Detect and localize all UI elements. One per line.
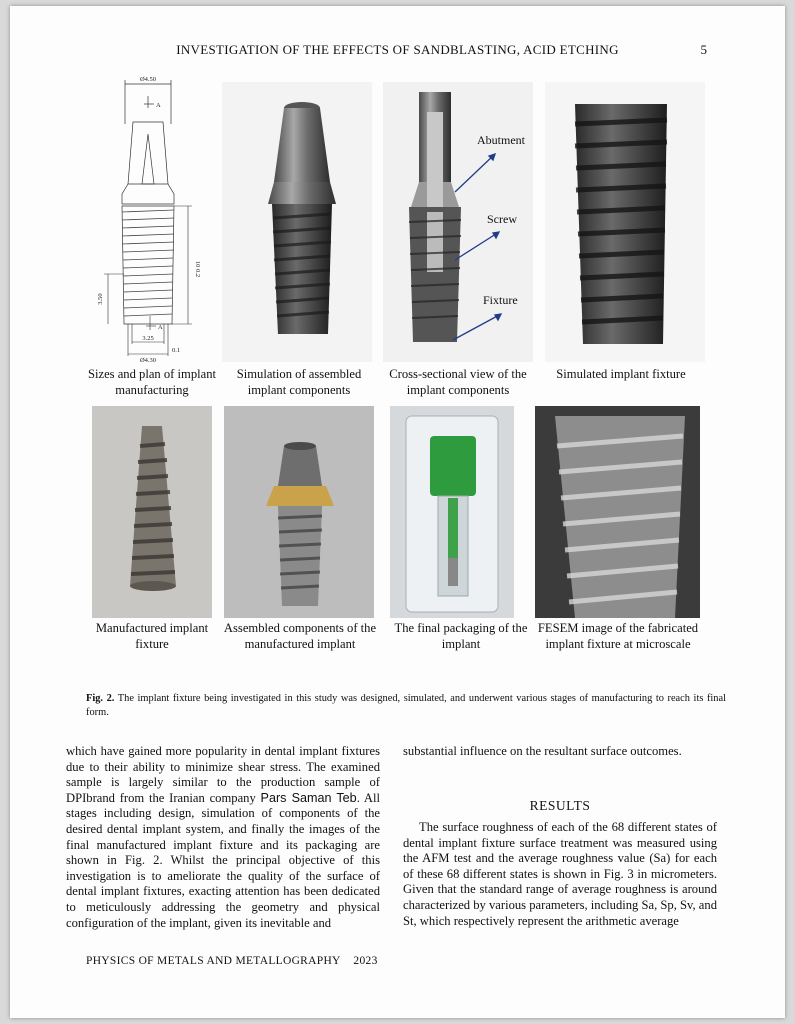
left-paragraph-part-1: which have gained more popularity in dental implant fixtures due to their ability to minimize shear stress. The examined sample is largely similar to the production sample of DPIbrand from the Iranian company: [66, 744, 380, 805]
journal-name: PHYSICS OF METALS AND METALLOGRAPHY: [86, 955, 341, 967]
manufactured-fixture-photo: [92, 406, 212, 618]
assembled-components-photo: [224, 406, 374, 618]
running-title: INVESTIGATION OF THE EFFECTS OF SANDBLASTING, ACID ETCHING: [176, 42, 619, 57]
dim-thread-length: 3.50: [97, 293, 104, 305]
page-number: 5: [700, 42, 707, 57]
label-abutment: Abutment: [477, 133, 525, 147]
cross-section-image: [383, 82, 533, 362]
right-paragraph-0: substantial influence on the resultant surface outcomes.: [403, 744, 682, 758]
caption-panel-7: The final packaging of the implant: [394, 621, 528, 651]
journal-year: 2023: [353, 955, 378, 967]
label-fixture: Fixture: [483, 293, 518, 307]
dim-bottom-a: 3.25: [142, 335, 154, 342]
caption-panel-5: Manufactured implant fixture: [95, 621, 209, 651]
company-name: Pars Saman Teb: [260, 790, 357, 805]
left-column: [66, 744, 380, 931]
figure-caption: [86, 692, 726, 720]
caption-panel-3: Cross-sectional view of the implant components: [389, 367, 527, 397]
simulated-fixture-image: [545, 82, 705, 362]
packaging-photo: [390, 406, 514, 618]
results-paragraph: The surface roughness of each of the 68 different states of dental implant fixture surface treatment was measured using the AFM test and the average roughness value (Sa) for each of these 68 different states is shown in Fig. 3 in micrometers. Given that the standard range of average roughness is around characterized by various parameters, including Sa, Sp, Sv, and St, which respectively represent the arithmetic average: [403, 820, 717, 928]
simulated-assembly-image: [222, 82, 372, 362]
right-column: [403, 744, 717, 760]
paper-page: [10, 6, 785, 1018]
left-paragraph-part-2: . All stages including design, simulation of components of the desired dental implant system, and finally the images of the final manufactured implant fixture and its packaging are shown in Fig. 2. Whilst the principal objective of this investigation is to ameliorate the quality of the surface of dental implant fixtures, exacting attention has been dedicated to meticulously addressing the geometry and physical configuration of the implant, given its inevitable and: [66, 790, 381, 930]
dim-bottom-b: Ø4.30: [139, 357, 157, 364]
caption-panel-1: Sizes and plan of implant manufacturing: [87, 367, 216, 397]
label-screw: Screw: [487, 212, 517, 226]
right-column-results: [403, 820, 717, 929]
dim-section-a: A: [156, 102, 161, 109]
fesem-image: [535, 406, 700, 618]
section-title-results: RESULTS: [529, 798, 591, 813]
caption-panel-8: FESEM image of the fabricated implant fixture at microscale: [537, 621, 699, 651]
figure-caption-text: The implant fixture being investigated in this study was designed, simulated, and underwent various stages of manufacturing to reach its final form.: [86, 693, 726, 718]
dim-tolerance: 0.1: [172, 347, 181, 354]
dim-section-a2: A: [158, 324, 163, 331]
caption-panel-4: Simulated implant fixture: [556, 367, 686, 381]
dim-top-width: Ø4.50: [139, 76, 157, 83]
dim-length: 10 0.2: [194, 260, 201, 278]
figure-caption-label: Fig. 2.: [86, 693, 115, 704]
caption-panel-2: Simulation of assembled implant components: [236, 367, 362, 397]
page-footer: [86, 955, 378, 967]
implant-technical-drawing: [88, 74, 208, 364]
caption-panel-6: Assembled components of the manufactured implant: [223, 621, 377, 651]
